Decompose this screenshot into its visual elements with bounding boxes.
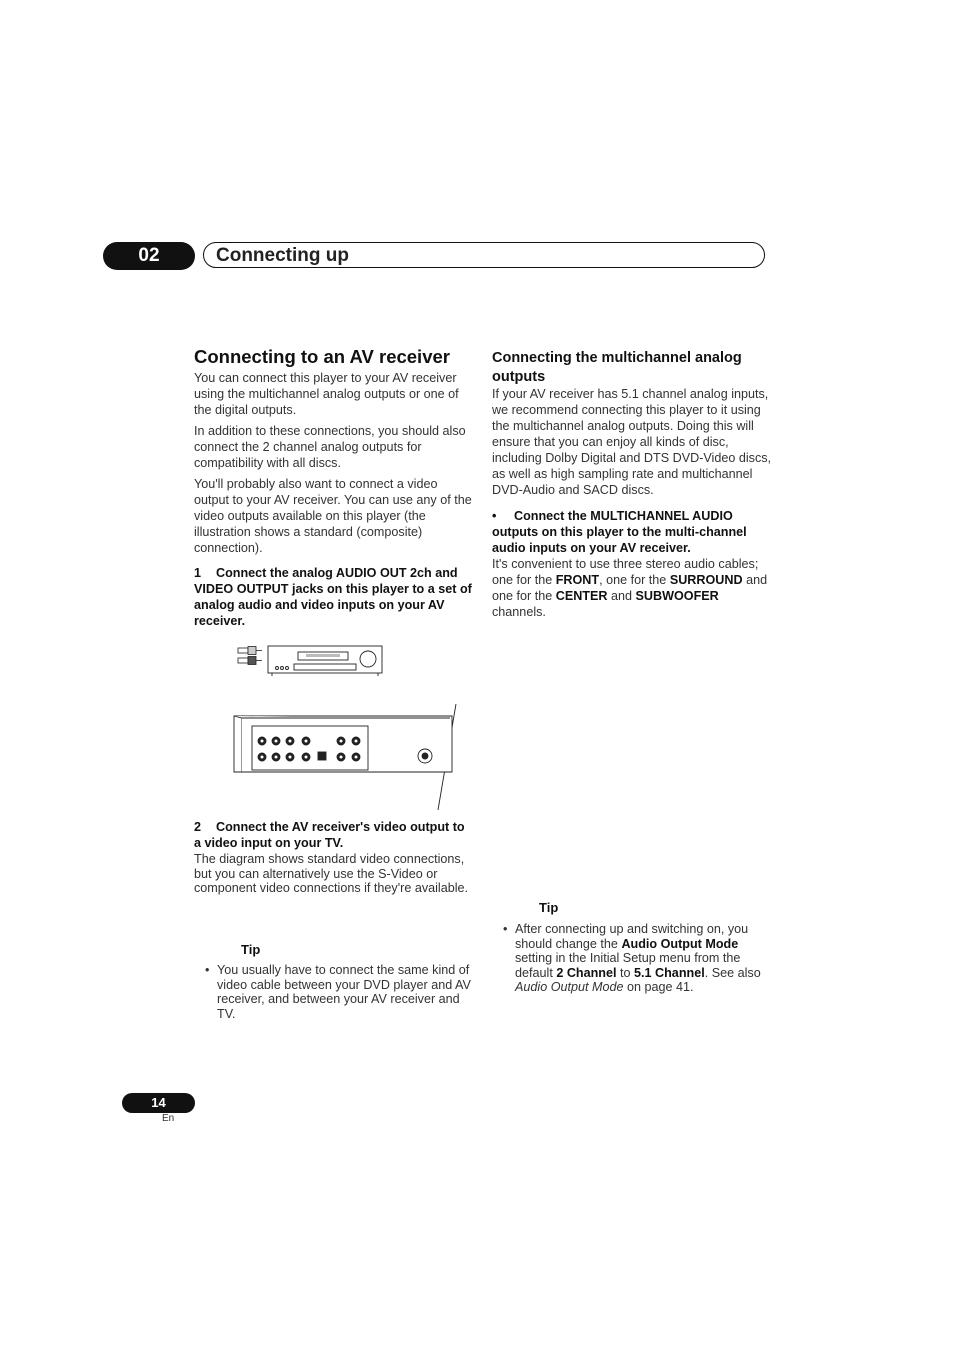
chapter-number: 02 (103, 242, 195, 270)
paragraph-channels: It's convenient to use three stereo audio cables; one for the FRONT, one for the SURROUND and one for the CENTER and SUBWOOFER channels. (492, 557, 768, 619)
paragraph-intro: You can connect this player to your AV receiver using the multichannel analog outputs or one of the digital outputs. (194, 371, 459, 417)
paragraph-multichannel: If your AV receiver has 5.1 channel analog inputs, we recommend connecting this player to it using the multichannel analog outputs. Doing this will ensure that you can enjoy all kinds of disc, including Dolby Digital and DTS DVD-Video discs, as well as high sampling rate and multichannel DVD-Audio and SACD discs. (492, 387, 772, 497)
bullet-step-text: Connect the MULTICHANNEL AUDIO outputs on this player to the multi-channel audio inputs on your AV receiver. (492, 509, 747, 555)
page-number: 14 (122, 1093, 195, 1113)
tip-item-right: • After connecting up and switching on, you should change the Audio Output Mode setting in the Initial Setup menu from the default 2 Channel to 5.1 Channel. See also Audio Output Mode on page 41. (503, 922, 761, 994)
step-1 (194, 565, 474, 629)
rca-plug-icon (238, 647, 262, 665)
step-2-number: 2 (194, 820, 202, 834)
paragraph-video: You'll probably also want to connect a video output to your AV receiver. You can use any of the video outputs available on this player (the illustration shows a standard (composite) connection). (194, 477, 472, 555)
chapter-title: Connecting up (203, 242, 765, 268)
section-title-multichannel: Connecting the multichannel analog outputs (492, 350, 742, 385)
tip-text-left: You usually have to connect the same kind of video cable between your DVD player and AV receiver, and between your AV receiver and TV. (217, 963, 471, 1021)
tip-item-left (205, 963, 473, 1021)
section-title-av-receiver: Connecting to an AV receiver (194, 346, 450, 367)
bullet-icon: • (503, 922, 508, 936)
step-1-text: Connect the analog AUDIO OUT 2ch and VIDEO OUTPUT jacks on this player to a set of analog audio and video inputs on your AV receiver. (194, 566, 472, 628)
bullet-icon: • (205, 963, 210, 977)
connection-illustration (232, 640, 464, 812)
tip-heading-right: Tip (539, 900, 559, 915)
bullet-icon: • (492, 509, 497, 523)
bullet-step (492, 508, 772, 556)
page-language: En (162, 1113, 175, 1124)
paragraph-2ch: In addition to these connections, you should also connect the 2 channel analog outputs for compatibility with all discs. (194, 424, 466, 470)
dvd-player-rear-panel-icon (234, 716, 452, 772)
step-2 (194, 819, 474, 851)
av-receiver-icon (268, 646, 382, 676)
step-1-number: 1 (194, 566, 202, 580)
paragraph-step2: The diagram shows standard video connections, but you can alternatively use the S-Video or component video connections if they're available. (194, 852, 469, 895)
tip-heading-left: Tip (241, 942, 261, 957)
step-2-text: Connect the AV receiver's video output to a video input on your TV. (194, 820, 465, 850)
